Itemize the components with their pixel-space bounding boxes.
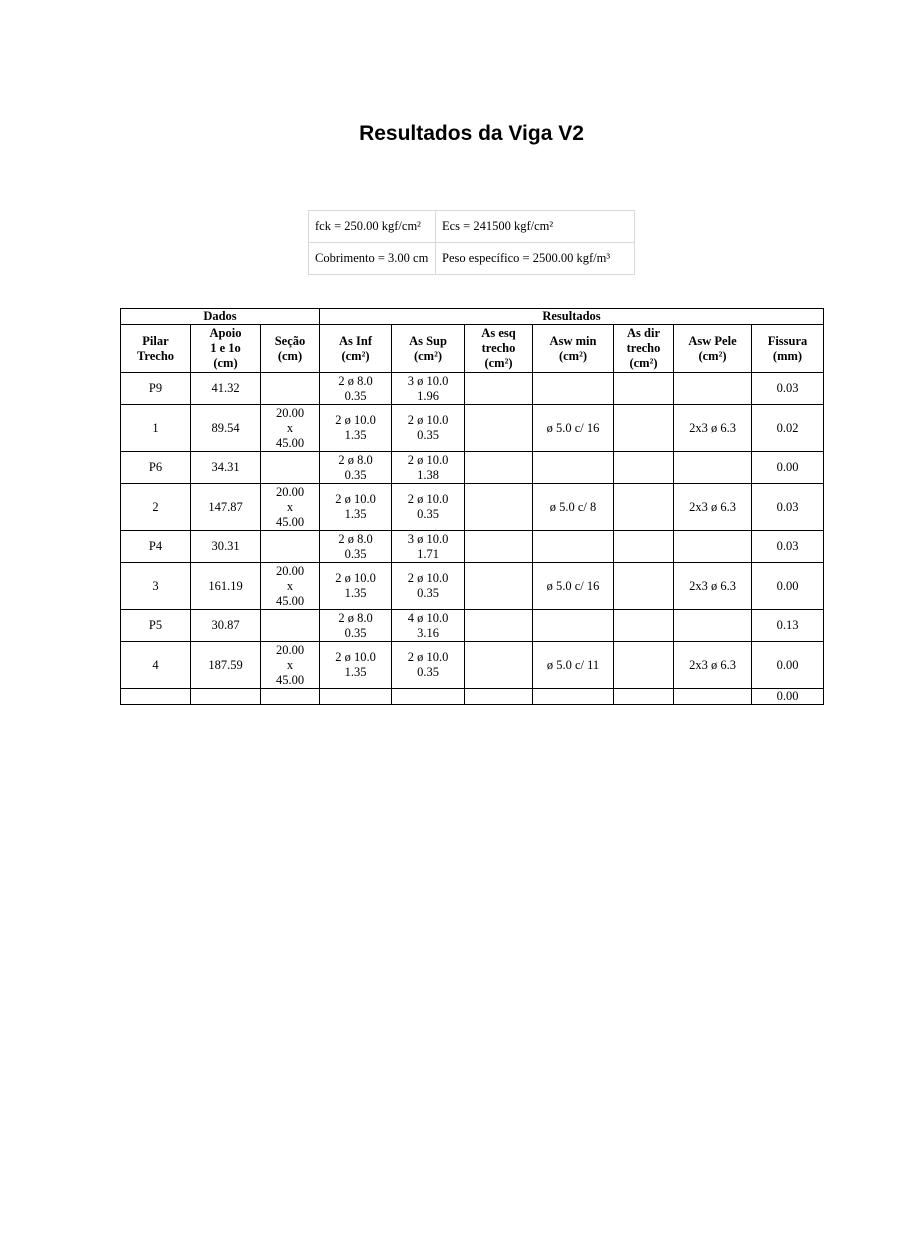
cell-line: 147.87 (208, 499, 243, 514)
results-body (121, 373, 824, 705)
cell-secao (261, 642, 320, 689)
header-secao (261, 325, 320, 373)
cell-secao (261, 452, 320, 484)
cell-asw-pele (674, 405, 752, 452)
cell-asw-pele (674, 642, 752, 689)
cell-apoio (191, 373, 261, 405)
cell-line: Asw min (549, 333, 597, 348)
cell-asw-min (533, 642, 614, 689)
cell-line: ø 5.0 c/ 16 (546, 420, 600, 435)
cell-asw-pele (674, 452, 752, 484)
cell-line: (cm²) (484, 356, 513, 370)
cell-as-dir-trecho (614, 531, 674, 563)
cell-as-esq-trecho (465, 563, 533, 610)
cell-as-sup (392, 484, 465, 531)
results-table (120, 308, 824, 705)
cell-line: 0.35 (417, 586, 439, 600)
table-row (121, 484, 824, 531)
cell-line: Asw Pele (688, 333, 737, 348)
cell-as-inf (320, 689, 392, 705)
cell-as-inf (320, 405, 392, 452)
cell-line: 20.00 (275, 484, 305, 499)
cell-line: 0.03 (776, 381, 799, 395)
cell-as-sup (392, 373, 465, 405)
cell-asw-pele (674, 689, 752, 705)
cell-line: (cm²) (698, 348, 727, 363)
cell-apoio (191, 484, 261, 531)
cell-line: 2 ø 10.0 (407, 650, 449, 664)
cell-line: 0.03 (776, 539, 799, 553)
cell-pilar-trecho (121, 610, 191, 642)
cell-pilar-trecho (121, 689, 191, 705)
cell-asw-min (533, 484, 614, 531)
cell-fissura (752, 373, 824, 405)
cell-line: 2 ø 10.0 (335, 650, 376, 664)
cell-pilar-trecho (121, 642, 191, 689)
cell-as-esq-trecho (465, 689, 533, 705)
cell-line: 0.35 (344, 546, 367, 561)
cell-pilar-trecho (121, 373, 191, 405)
cell-line: 2 ø 10.0 (407, 571, 449, 585)
cell-as-esq-trecho (465, 405, 533, 452)
cell-line: 4 (152, 657, 159, 672)
cell-asw-min (533, 610, 614, 642)
cell-line: 2 ø 10.0 (407, 492, 449, 506)
parameters-row (309, 211, 635, 243)
cell-asw-min (533, 689, 614, 705)
cell-line: 0.35 (417, 428, 439, 442)
cell-as-sup (392, 642, 465, 689)
cell-as-esq-trecho (465, 531, 533, 563)
cell-line: 187.59 (208, 657, 243, 672)
cell-line: P9 (148, 381, 163, 395)
table-row (121, 689, 824, 705)
parameters-table (308, 210, 635, 275)
cell-line: 0.35 (417, 507, 439, 521)
header-asw-pele (674, 325, 752, 373)
cell-pilar-trecho (121, 531, 191, 563)
cell-line: 1.35 (344, 665, 367, 679)
cell-line: 3.16 (417, 625, 439, 640)
parameters-row (309, 243, 635, 275)
cell-line: 1.35 (344, 428, 367, 442)
cell-pilar-trecho (121, 563, 191, 610)
cell-line: 2x3 ø 6.3 (689, 657, 736, 672)
cell-line: (cm²) (413, 348, 443, 363)
cell-line: 2 ø 10.0 (407, 413, 449, 427)
cell-apoio (191, 405, 261, 452)
cell-secao (261, 484, 320, 531)
cell-line: 30.87 (211, 618, 240, 632)
cell-as-dir-trecho (614, 563, 674, 610)
cell-as-sup (392, 531, 465, 563)
cell-line: 1 e 1o (210, 341, 241, 355)
cell-as-dir-trecho (614, 610, 674, 642)
cell-pilar-trecho (121, 484, 191, 531)
cell-line: 45.00 (275, 672, 305, 687)
cell-line: 0.13 (776, 618, 799, 632)
header-as-dir-trecho (614, 325, 674, 373)
cell-line: 3 ø 10.0 (407, 531, 449, 546)
cell-line: As Inf (339, 333, 372, 348)
table-row (121, 610, 824, 642)
cell-as-esq-trecho (465, 610, 533, 642)
cell-line: 0.35 (344, 467, 367, 482)
cell-line: Pilar (142, 333, 169, 348)
header-pilar-trecho (121, 325, 191, 373)
cell-line: 2x3 ø 6.3 (689, 578, 736, 593)
cell-as-dir-trecho (614, 373, 674, 405)
table-row (121, 531, 824, 563)
cell-line: 34.31 (211, 460, 240, 474)
cell-line: 89.54 (211, 420, 240, 435)
cell-fissura (752, 452, 824, 484)
cell-pilar-trecho (121, 452, 191, 484)
cell-as-inf (320, 610, 392, 642)
cell-line: 2 ø 10.0 (335, 571, 376, 585)
header-apoio (191, 325, 261, 373)
cell-line: x (286, 578, 294, 593)
cell-line: (cm²) (558, 348, 588, 363)
cell-fissura (752, 610, 824, 642)
cell-asw-pele (674, 563, 752, 610)
group-header-resultados: Resultados (320, 309, 824, 325)
cell-line: 2 ø 10.0 (335, 492, 376, 506)
cell-pilar-trecho (121, 405, 191, 452)
cell-line: (cm) (213, 356, 238, 370)
cell-as-dir-trecho (614, 484, 674, 531)
cell-line: 2 (152, 499, 159, 514)
cell-asw-pele (674, 531, 752, 563)
cell-line: 1.38 (417, 467, 439, 482)
group-header-dados: Dados (121, 309, 320, 325)
cell-as-dir-trecho (614, 405, 674, 452)
cell-line: Fissura (767, 333, 808, 348)
cell-line: 0.35 (344, 625, 367, 640)
header-as-esq-trecho (465, 325, 533, 373)
cell-line: 45.00 (275, 435, 305, 450)
cell-as-sup (392, 689, 465, 705)
cell-line: 41.32 (211, 381, 240, 395)
header-as-inf (320, 325, 392, 373)
header-as-sup (392, 325, 465, 373)
cell-line: 2 ø 10.0 (335, 413, 376, 427)
cell-apoio (191, 452, 261, 484)
cell-as-inf (320, 484, 392, 531)
cell-asw-pele (674, 484, 752, 531)
cell-line: x (286, 657, 294, 672)
cell-as-inf (320, 373, 392, 405)
cell-fissura (752, 484, 824, 531)
cell-secao (261, 689, 320, 705)
cell-secao (261, 563, 320, 610)
cell-line: trecho (481, 341, 516, 355)
cell-apoio (191, 689, 261, 705)
cell-line: 1.71 (417, 546, 439, 561)
cell-line: 2 ø 8.0 (338, 373, 373, 388)
cell-as-sup (392, 452, 465, 484)
cell-as-dir-trecho (614, 689, 674, 705)
peso-especifico-value: Peso específico = 2500.00 kgf/m³ (436, 243, 635, 275)
cell-asw-pele (674, 373, 752, 405)
cell-as-esq-trecho (465, 452, 533, 484)
cell-secao (261, 373, 320, 405)
cell-line: trecho (626, 341, 661, 355)
cell-line: (cm²) (629, 356, 658, 370)
cell-line: 2 ø 8.0 (338, 610, 373, 625)
header-asw-min (533, 325, 614, 373)
cell-line: x (286, 499, 294, 514)
cell-line: 1 (152, 420, 159, 435)
cell-as-inf (320, 531, 392, 563)
cell-line: 30.31 (211, 539, 240, 553)
cell-as-dir-trecho (614, 452, 674, 484)
cell-line: 2x3 ø 6.3 (689, 499, 736, 514)
fck-value: fck = 250.00 kgf/cm² (309, 211, 436, 243)
cell-line: (mm) (772, 348, 803, 363)
cell-line: ø 5.0 c/ 8 (549, 499, 597, 514)
cell-line: 3 (152, 578, 159, 593)
cell-line: 0.02 (776, 420, 799, 435)
table-row (121, 405, 824, 452)
group-header-row (121, 309, 824, 325)
cell-line: (cm²) (341, 348, 370, 363)
cell-line: 161.19 (208, 578, 243, 593)
cell-line: 20.00 (275, 642, 305, 657)
cell-fissura (752, 689, 824, 705)
cell-asw-min (533, 531, 614, 563)
cell-line: P5 (148, 618, 163, 632)
cell-line: 0.00 (776, 657, 799, 672)
cell-as-sup (392, 563, 465, 610)
cell-as-inf (320, 642, 392, 689)
cell-secao (261, 531, 320, 563)
table-row (121, 373, 824, 405)
ecs-value: Ecs = 241500 kgf/cm² (436, 211, 635, 243)
cell-line: ø 5.0 c/ 11 (546, 657, 600, 672)
cell-line: As Sup (409, 333, 447, 348)
cell-as-inf (320, 563, 392, 610)
cell-line: As dir (627, 326, 660, 340)
cell-line: 1.96 (417, 388, 439, 403)
cell-line: 45.00 (275, 514, 305, 529)
cell-asw-min (533, 405, 614, 452)
cell-line: 2 ø 10.0 (407, 452, 449, 467)
cell-line: Trecho (136, 348, 175, 363)
cell-line: Apoio (209, 326, 242, 340)
cell-apoio (191, 563, 261, 610)
cell-as-dir-trecho (614, 642, 674, 689)
cell-line: 0.35 (417, 665, 439, 679)
cell-as-sup (392, 610, 465, 642)
cell-line: 45.00 (275, 593, 305, 608)
cell-fissura (752, 405, 824, 452)
cell-apoio (191, 531, 261, 563)
cell-line: 2 ø 8.0 (338, 531, 373, 546)
cell-line: 2x3 ø 6.3 (689, 420, 736, 435)
cell-as-inf (320, 452, 392, 484)
cell-line: 3 ø 10.0 (407, 373, 449, 388)
cell-asw-min (533, 452, 614, 484)
cell-line: Seção (274, 333, 306, 348)
header-fissura (752, 325, 824, 373)
cell-line: 4 ø 10.0 (407, 610, 449, 625)
cell-secao (261, 405, 320, 452)
cell-line: As esq (481, 326, 516, 340)
cell-line: P6 (148, 460, 163, 474)
cell-line: 20.00 (275, 405, 305, 420)
cell-asw-min (533, 373, 614, 405)
cell-asw-min (533, 563, 614, 610)
cell-line: (cm) (277, 348, 303, 363)
cell-as-esq-trecho (465, 642, 533, 689)
cell-line: 0.00 (776, 460, 799, 474)
table-row (121, 563, 824, 610)
cell-line: 1.35 (344, 507, 367, 521)
table-row (121, 452, 824, 484)
cell-line: 2 ø 8.0 (338, 452, 373, 467)
cell-secao (261, 610, 320, 642)
cell-asw-pele (674, 610, 752, 642)
cell-line: 0.00 (776, 578, 799, 593)
column-header-row (121, 325, 824, 373)
cell-line: x (286, 420, 294, 435)
cell-line: 20.00 (275, 563, 305, 578)
cell-line: 0.35 (344, 388, 367, 403)
table-row (121, 642, 824, 689)
cell-fissura (752, 563, 824, 610)
cell-line: P4 (148, 539, 163, 553)
cell-apoio (191, 642, 261, 689)
cell-apoio (191, 610, 261, 642)
cell-fissura (752, 531, 824, 563)
cell-line: 0.03 (776, 499, 799, 514)
page-title: Resultados da Viga V2 (359, 122, 584, 145)
cell-as-esq-trecho (465, 484, 533, 531)
cell-as-sup (392, 405, 465, 452)
cell-as-esq-trecho (465, 373, 533, 405)
cell-line: 1.35 (344, 586, 367, 600)
cobrimento-value: Cobrimento = 3.00 cm (309, 243, 436, 275)
cell-line: 0.00 (776, 689, 799, 703)
cell-line: ø 5.0 c/ 16 (546, 578, 600, 593)
cell-fissura (752, 642, 824, 689)
